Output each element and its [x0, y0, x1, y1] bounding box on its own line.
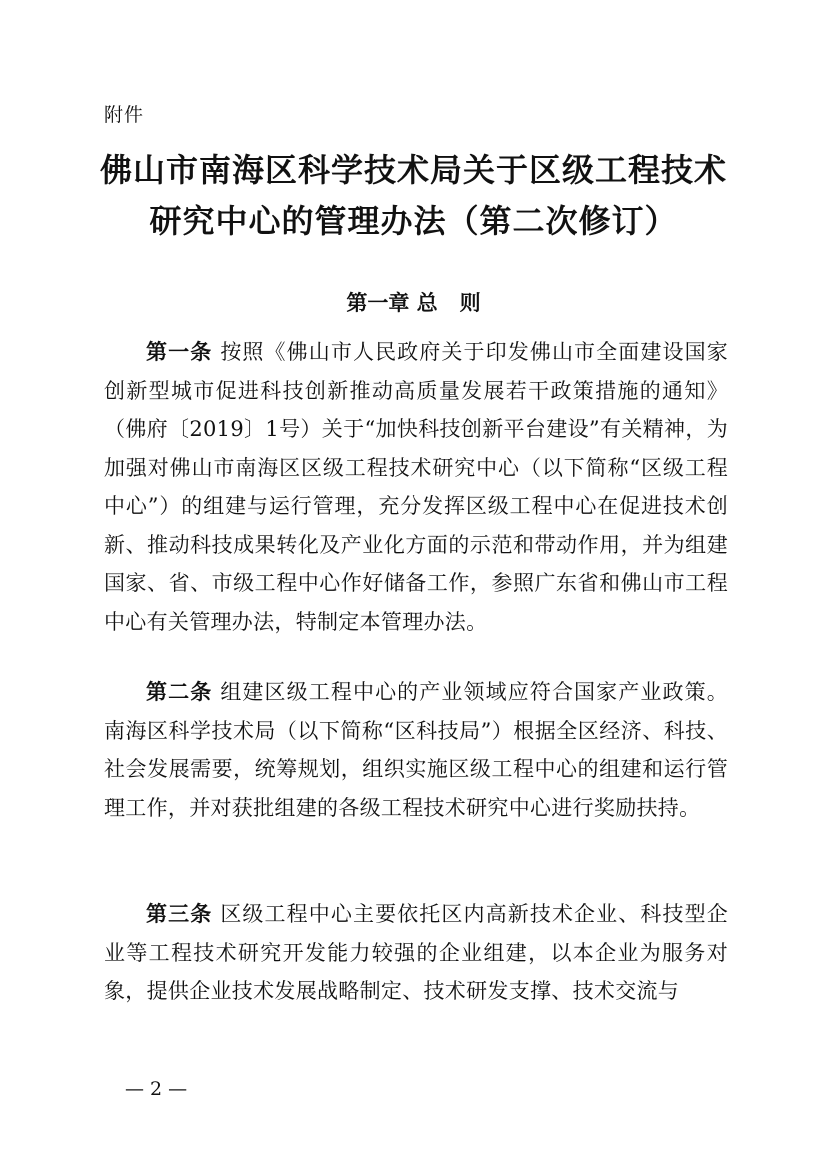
attachment-label: 附件: [104, 104, 145, 126]
article-3-number: 第三条: [146, 902, 213, 926]
article-1-text: 按照《佛山市人民政府关于印发佛山市全面建设国家创新型城市促进科技创新推动高质量发展若干政策措施的通知》（佛府〔2019〕1号）关于“加快科技创新平台建设”有关精神，为加强对佛山市南海区区级工程技术研究中心（以下简称“区级工程中心”）的组建与运行管理，充分发挥区级工程中心在促进技术创新、推动科技成果转化及产业化方面的示范和带动作用，并为组建国家、省、市级工程中心作好储备工作，参照广东省和佛山市工程中心有关管理办法，特制定本管理办法。: [104, 340, 728, 634]
article-2-text: 组建区级工程中心的产业领域应符合国家产业政策。南海区科学技术局（以下简称“区科技局”）根据全区经济、科技、社会发展需要，统筹规划，组织实施区级工程中心的组建和运行管理工作，并对获批组建的各级工程技术研究中心进行奖励扶持。: [104, 680, 728, 820]
article-1: [104, 333, 728, 641]
page-number: — 2 —: [125, 1078, 188, 1100]
article-2-number: 第二条: [146, 680, 213, 704]
article-1-number: 第一条: [146, 340, 213, 364]
article-2: [104, 673, 728, 827]
document-title-line-2: 研究中心的管理办法（第二次修订）: [149, 202, 678, 240]
document-title-line-1: 佛山市南海区科学技术局关于区级工程技术: [99, 151, 727, 189]
article-3: [104, 895, 728, 1011]
article-3-text: 区级工程中心主要依托区内高新技术企业、科技型企业等工程技术研究开发能力较强的企业组建，以本企业为服务对象，提供企业技术发展战略制定、技术研发支撑、技术交流与: [104, 902, 728, 1003]
chapter-heading: 第一章 总 则: [346, 291, 481, 315]
